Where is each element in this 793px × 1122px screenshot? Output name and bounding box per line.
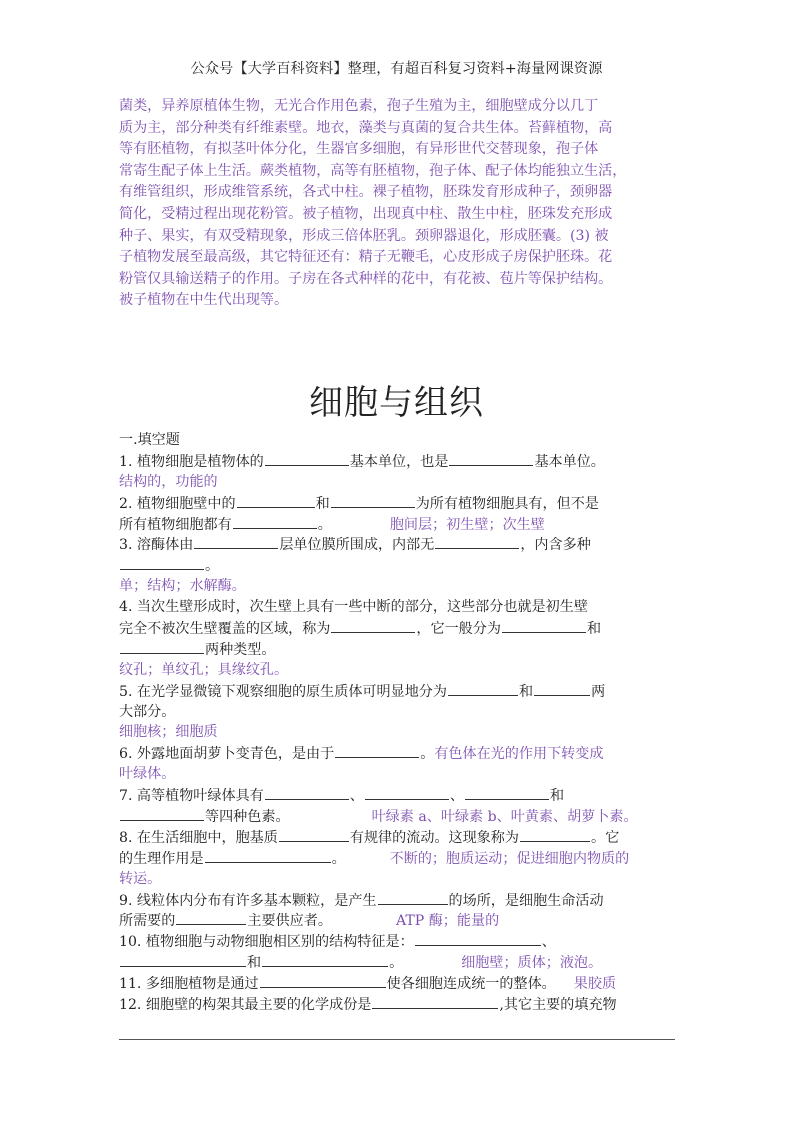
q10-text-d: 。 [389, 955, 404, 972]
q4-text-c: ，它一般分为 [416, 621, 501, 638]
q3-blank-1 [194, 534, 278, 549]
intro-line: 粉管仅具输送精子的作用。子房在各式种样的花中，有花被、苞片等保护结构。 [119, 270, 613, 287]
q6-text-a: 6. 外露地面胡萝卜变青色，是由于 [119, 746, 335, 763]
q10-blank-3 [262, 952, 388, 967]
q1-blank-1 [265, 451, 349, 466]
question-5 [119, 681, 679, 702]
intro-line: 常寄生配子体上生活。蕨类植物，高等有胚植物，孢子体、配子体均能独立生活， [119, 162, 627, 179]
q8-answer-cont: 转运。 [119, 870, 162, 887]
question-11 [119, 973, 679, 994]
question-list [119, 430, 679, 1015]
q11-text-a: 11. 多细胞植物是通过 [119, 976, 259, 993]
q8-answer: 不断的；胞质运动；促进细胞内物质的 [389, 850, 630, 867]
q7-blank-4 [120, 806, 204, 821]
q4-blank-1 [331, 618, 415, 633]
q1-text-b: 基本单位，也是 [349, 453, 449, 470]
q8-text-a: 8. 在生活细胞中，胞基质 [119, 829, 278, 846]
question-5-cont: 大部分。 [119, 703, 176, 720]
q11-blank-1 [260, 973, 386, 988]
question-3 [119, 534, 679, 555]
question-8 [119, 827, 679, 848]
q8-blank-3 [205, 848, 331, 863]
q8-text-c: 。它 [591, 829, 620, 846]
q9-text-b: 的场所，是细胞生命活动 [448, 892, 604, 909]
q9-text-d: 主要供应者。 [247, 913, 332, 930]
q3-blank-3 [120, 555, 204, 570]
q3-blank-2 [435, 534, 519, 549]
q7-text-b: 、 [349, 788, 364, 805]
intro-line: 被子植物在中生代出现等。 [119, 292, 289, 309]
q2-text-d: 所有植物细胞都有 [119, 516, 232, 533]
question-12 [119, 994, 679, 1015]
question-9-cont [119, 910, 679, 931]
q12-text-a: 12. 细胞壁的构架其最主要的化学成份是 [119, 997, 372, 1014]
q1-text-c: 基本单位。 [534, 453, 605, 470]
q2-answer: 胞间层；初生壁；次生壁 [389, 516, 545, 533]
q3-answer: 单；结构；水解酶。 [119, 578, 246, 595]
q1-text-a: 1. 植物细胞是植物体的 [119, 453, 264, 470]
q7-text-d: 和 [549, 788, 565, 805]
question-7 [119, 785, 679, 806]
question-9 [119, 890, 679, 911]
question-2-cont [119, 514, 679, 535]
intro-paragraph [119, 96, 681, 312]
q6-text-b: 。 [420, 746, 435, 763]
q1-blank-2 [449, 451, 533, 466]
q11-answer: 果胶质 [573, 976, 617, 993]
q1-answer: 结构的，功能的 [119, 473, 218, 490]
q10-text-c: 和 [247, 955, 262, 972]
q10-text-a: 10. 植物细胞与动物细胞相区别的结构特征是： [119, 934, 414, 951]
question-10 [119, 931, 679, 952]
q8-text-e: 。 [331, 850, 346, 867]
q6-answer: 有色体在光的作用下转变成 [434, 746, 604, 763]
q5-answer: 细胞核；细胞质 [119, 724, 218, 741]
q10-text-b: 、 [541, 934, 556, 951]
q5-blank-2 [534, 681, 590, 696]
q4-blank-2 [502, 618, 586, 633]
q8-blank-2 [520, 827, 590, 842]
page-header: 公众号【大学百科资料】整理，有超百科复习资料+海量网课资源 [190, 61, 603, 77]
q3-text-a: 3. 溶酶体由 [119, 537, 194, 554]
q7-blank-3 [465, 785, 549, 800]
q4-text-e: 两种类型。 [205, 641, 276, 658]
intro-line: 种子、果实，有双受精现象，形成三倍体胚乳。颈卵器退化，形成胚囊。(3) 被 [119, 227, 609, 244]
q8-text-b: 有规律的流动。这现象称为 [349, 829, 519, 846]
section-title: 细胞与组织 [309, 383, 484, 423]
q11-text-b: 使各细胞连成统一的整体。 [386, 976, 556, 993]
intro-line: 质为主，部分种类有纤维素壁。地衣，藻类与真菌的复合共生体。苔藓植物，高 [119, 119, 613, 136]
question-4-cont2 [119, 639, 679, 660]
q8-text-d: 的生理作用是 [119, 850, 204, 867]
question-8-cont [119, 848, 679, 869]
q2-text-c: 为所有植物细胞具有，但不是 [415, 495, 599, 512]
q5-text-c: 两 [591, 683, 606, 700]
q9-blank-1 [378, 890, 448, 905]
q2-text-a: 2. 植物细胞壁中的 [119, 495, 236, 512]
q8-blank-1 [279, 827, 349, 842]
q10-blank-2 [120, 952, 246, 967]
q7-text-c: 、 [449, 788, 464, 805]
q2-text-b: 和 [315, 495, 330, 512]
q12-blank-1 [372, 994, 498, 1009]
q10-blank-1 [415, 931, 541, 946]
question-2 [119, 493, 679, 514]
section-heading: 一.填空题 [119, 432, 180, 448]
question-7-cont [119, 806, 679, 827]
q9-text-c: 所需要的 [119, 913, 176, 930]
q2-blank-2 [331, 493, 415, 508]
q7-blank-1 [265, 785, 349, 800]
intro-line: 有维管组织，形成维管系统，各式中柱。裸子植物，胚珠发育形成种子，颈卵器 [119, 184, 613, 201]
q4-text-d: 和 [586, 621, 602, 638]
intro-line: 等有胚植物，有拟茎叶体分化，生器官多细胞，有异形世代交替现象，孢子体 [119, 141, 599, 158]
question-10-cont [119, 952, 679, 973]
q5-text-b: 和 [519, 683, 534, 700]
q4-blank-3 [120, 639, 204, 654]
q9-text-a: 9. 线粒体内分布有许多基本颗粒，是产生 [119, 892, 377, 909]
q6-blank-1 [335, 743, 419, 758]
q7-blank-2 [365, 785, 449, 800]
question-4-cont [119, 618, 679, 639]
footer-rule [119, 1039, 675, 1040]
q9-blank-2 [176, 910, 246, 925]
q2-blank-3 [233, 514, 317, 529]
q7-text-a: 7. 高等植物叶绿体具有 [119, 788, 264, 805]
q3-text-c: ，内含多种 [520, 537, 591, 554]
question-1 [119, 451, 679, 472]
q5-text-a: 5. 在光学显微镜下观察细胞的原生质体可明显地分为 [119, 683, 447, 700]
q4-text-b: 完全不被次生壁覆盖的区域，称为 [119, 621, 331, 638]
q7-answer: 叶绿素 a、叶绿素 b、叶黄素、胡萝卜素。 [371, 809, 638, 826]
q10-answer: 细胞壁；质体；液泡。 [461, 955, 603, 972]
q2-blank-1 [237, 493, 315, 508]
question-6 [119, 743, 679, 764]
intro-line: 简化，受精过程出现花粉管。被子植物，出现真中柱、散生中柱，胚珠发充形成 [119, 205, 613, 222]
question-3-cont [119, 555, 679, 576]
q7-text-e: 等四种色素。 [205, 809, 290, 826]
q6-answer-cont: 叶绿体。 [119, 766, 176, 783]
q12-text-b: ,其它主要的填充物 [499, 997, 617, 1014]
question-4: 4. 当次生壁形成时，次生壁上具有一些中断的部分，这些部分也就是初生壁 [119, 599, 588, 616]
intro-line: 菌类，异养原植体生物，无光合作用色素，孢子生殖为主，细胞壁成分以几丁 [119, 98, 599, 114]
q5-blank-1 [448, 681, 518, 696]
intro-line: 子植物发展至最高级，其它特征还有：精子无鞭毛，心皮形成子房保护胚珠。花 [119, 249, 613, 266]
q2-text-e: 。 [317, 516, 332, 533]
q9-answer: ATP 酶；能量的 [395, 913, 500, 930]
q3-text-b: 层单位膜所围成，内部无 [279, 537, 435, 554]
q3-text-d: 。 [205, 558, 220, 575]
q4-answer: 纹孔；单纹孔；具缘纹孔。 [119, 661, 289, 678]
